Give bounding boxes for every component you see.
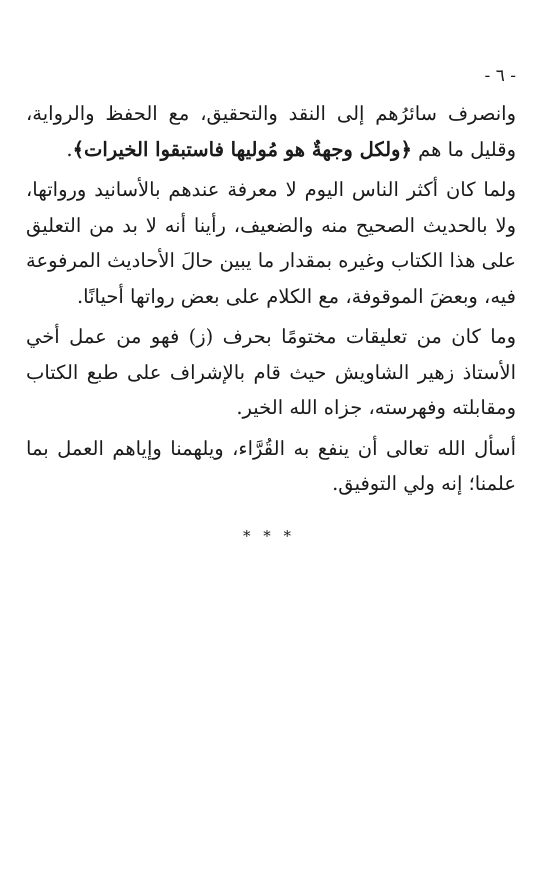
paragraph-1 [26, 96, 516, 167]
paragraph-1-end: . [66, 137, 73, 161]
quran-verse: ﴿ولكل وجهةٌ هو مُوليها فاستبقوا الخيرات﴾ [72, 137, 412, 161]
separator-star: * [283, 527, 296, 545]
paragraph-3: وما كان من تعليقات مختومًا بحرف (ز) فهو من عمل أخي الأستاذ زهير الشاويش حيث قام بالإشراف على طبع الكتاب ومقابلته وفهرسته، جزاه الله الخير. [26, 325, 516, 419]
separator-star: * [242, 527, 255, 545]
section-separator [0, 527, 538, 545]
paragraph-2: ولما كان أكثر الناس اليوم لا معرفة عندهم بالأسانيد ورواتها، ولا بالحديث الصحيح منه والضعيف، رأينا أنه لا بد من التعليق على هذا الكتاب وغيره بمقدار ما يبين حالَ الأحاديث المرفوعة فيه، وبعضَ الموقوفة، مع الكلام على بعض رواتها أحيانًا. [26, 178, 516, 308]
paragraph-4: أسأل الله تعالى أن ينفع به القُرَّاء، ويلهمنا وإياهم العمل بما علمنا؛ إنه ولي التوفيق. [26, 436, 516, 495]
paragraph-1-text: وانصرف سائرُهم إلى النقد والتحقيق، مع الحفظ والرواية، وقليل ما هم [26, 102, 516, 161]
page-number: - ٦ - [484, 66, 516, 86]
body-text [26, 96, 516, 507]
separator-star: * [263, 527, 275, 545]
